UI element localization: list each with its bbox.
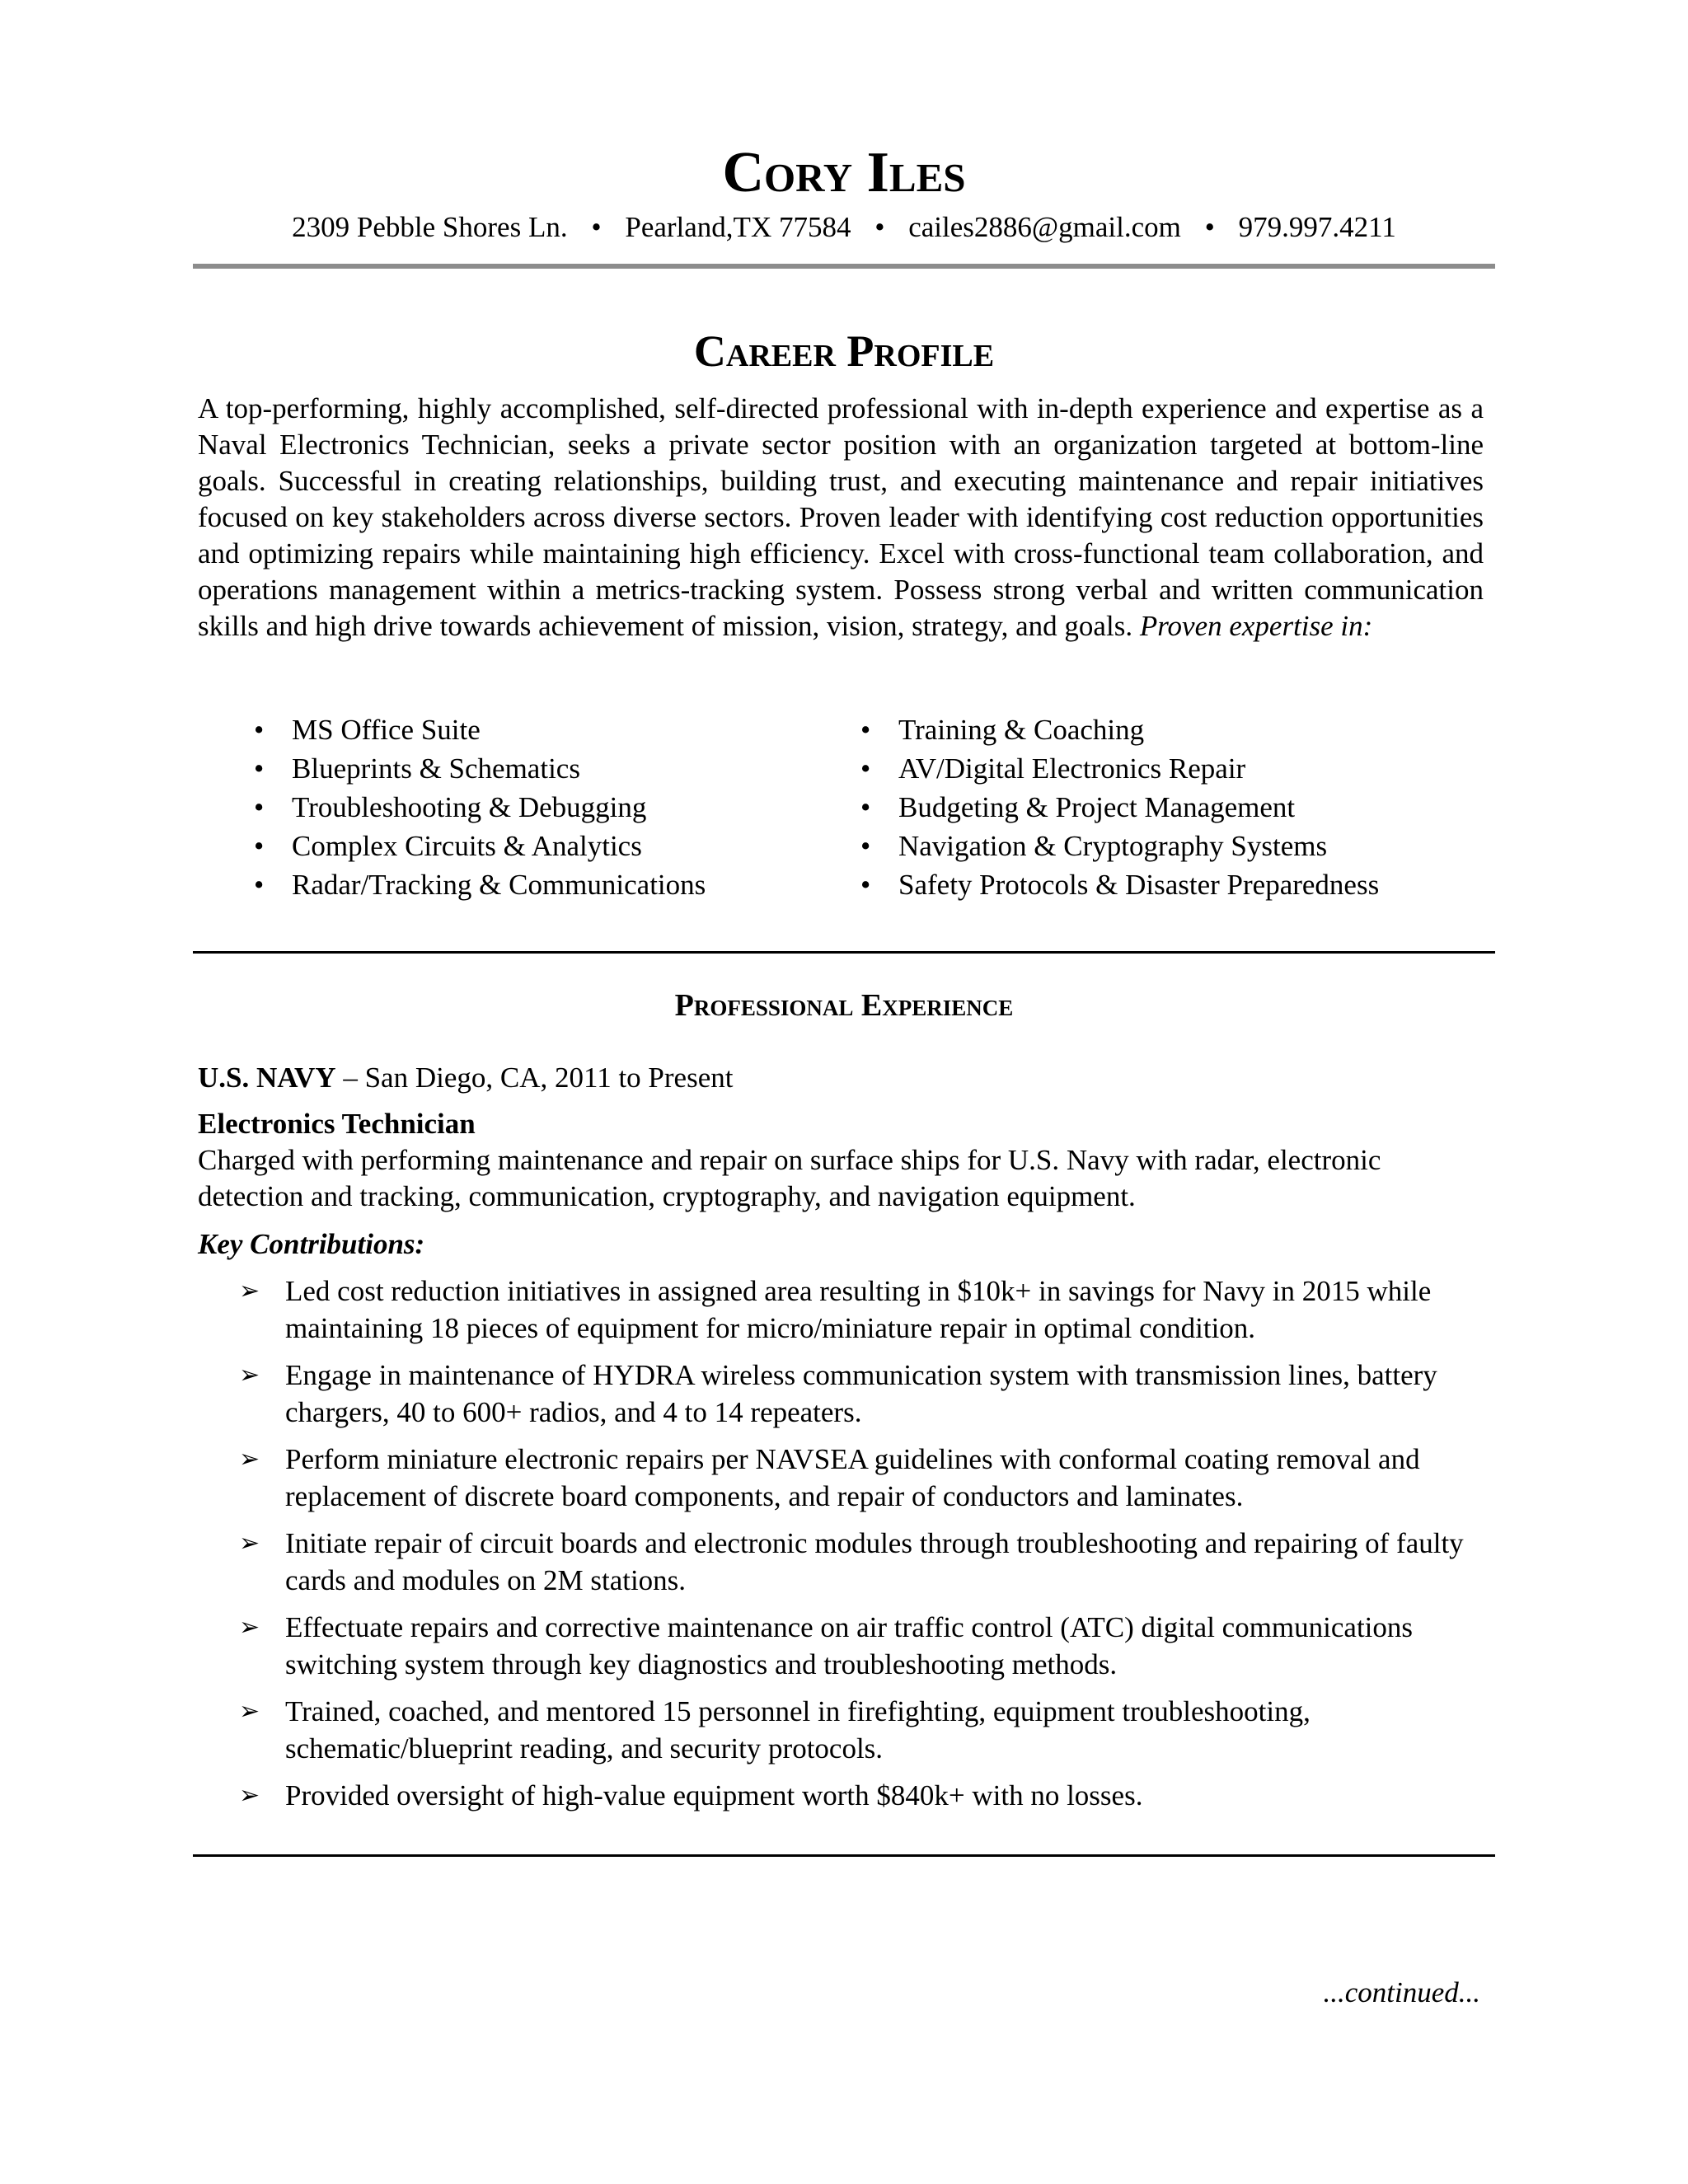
contribution-item — [239, 1693, 1492, 1767]
contact-email[interactable]: cailes2886@gmail.com — [908, 211, 1181, 243]
employer-name: U.S. NAVY — [198, 1062, 336, 1094]
contribution-item — [239, 1777, 1492, 1814]
section-divider — [193, 951, 1495, 954]
contributions-list — [239, 1272, 1492, 1824]
arrow-bullet-icon: ➢ — [239, 1529, 260, 1558]
skill-item: • Blueprints & Schematics — [247, 749, 808, 788]
career-profile-summary — [198, 391, 1484, 644]
skill-item: • Safety Protocols & Disaster Preparedness — [854, 865, 1480, 904]
contribution-text: Initiate repair of circuit boards and electronic modules through troubleshooting and repairing of faulty cards and modules on 2M stations. — [285, 1527, 1464, 1596]
contribution-item — [239, 1357, 1492, 1431]
arrow-bullet-icon: ➢ — [239, 1277, 260, 1305]
skills-list-left — [247, 710, 808, 904]
career-profile-heading: Career Profile — [693, 326, 995, 376]
contribution-text: Perform miniature electronic repairs per NAVSEA guidelines with conformal coating removal and replacement of discrete board components, and repair of conductors and laminates. — [285, 1443, 1420, 1512]
experience-heading: Professional Experience — [674, 988, 1014, 1023]
contact-phone: 979.997.4211 — [1238, 211, 1396, 243]
contact-address: 2309 Pebble Shores Ln. — [292, 211, 568, 243]
bullet-separator-icon: • — [591, 211, 602, 243]
section-divider — [193, 1854, 1495, 1857]
arrow-bullet-icon: ➢ — [239, 1361, 260, 1390]
arrow-bullet-icon: ➢ — [239, 1445, 260, 1474]
contribution-item — [239, 1525, 1492, 1599]
skill-item: • MS Office Suite — [247, 710, 808, 749]
skill-item: • AV/Digital Electronics Repair — [854, 749, 1480, 788]
skill-item: • Complex Circuits & Analytics — [247, 827, 808, 865]
skill-item: • Radar/Tracking & Communications — [247, 865, 808, 904]
bullet-separator-icon: • — [874, 211, 885, 243]
contribution-text: Engage in maintenance of HYDRA wireless communication system with transmission lines, battery chargers, 40 to 600+ radios, and 4 to 14 repeaters. — [285, 1359, 1437, 1428]
contributions-heading: Key Contributions: — [198, 1228, 425, 1260]
skills-list-right — [854, 710, 1480, 904]
contribution-text: Trained, coached, and mentored 15 personnel in firefighting, equipment troubleshooting, schematic/blueprint reading, and security protocols. — [285, 1695, 1311, 1765]
job-description: Charged with performing maintenance and repair on surface ships for U.S. Navy with radar, electronic detection and tracking, communication, cryptography, and navigation equipment. — [198, 1144, 1381, 1212]
employer-line — [198, 1060, 733, 1096]
arrow-bullet-icon: ➢ — [239, 1613, 260, 1642]
expertise-intro: Proven expertise in: — [1139, 610, 1373, 642]
continued-note: ...continued... — [1323, 1976, 1480, 2008]
skill-item: • Budgeting & Project Management — [854, 788, 1480, 827]
candidate-name: Cory Iles — [722, 141, 966, 204]
contribution-item — [239, 1609, 1492, 1683]
contribution-item — [239, 1272, 1492, 1347]
contribution-text: Provided oversight of high-value equipment worth $840k+ with no losses. — [285, 1779, 1143, 1811]
contribution-text: Led cost reduction initiatives in assigned area resulting in $10k+ in savings for Navy in 2015 while maintaining 18 pieces of equipment for micro/miniature repair in optimal condition. — [285, 1275, 1432, 1344]
bullet-separator-icon: • — [1204, 211, 1215, 243]
profile-summary-text: A top-performing, highly accomplished, self-directed professional with in-depth experience and expertise as a Naval Electronics Technician, seeks a private sector position with an organization targeted at bottom-line goals. Successful in creating relationships, building trust, and executing maintenance and repair initiatives focused on key stakeholders across diverse sectors. Proven leader with identifying cost reduction opportunities and optimizing repairs while maintaining high efficiency. Excel with cross-functional team collaboration, and operations management within a metrics-tracking system. Possess strong verbal and written communication skills and high drive towards achievement of mission, vision, strategy, and goals. — [198, 392, 1484, 642]
skill-item: • Troubleshooting & Debugging — [247, 788, 808, 827]
contact-city: Pearland,TX 77584 — [625, 211, 851, 243]
contribution-item — [239, 1441, 1492, 1515]
contact-line — [193, 209, 1495, 246]
skill-item: • Training & Coaching — [854, 710, 1480, 749]
job-title: Electronics Technician — [198, 1108, 476, 1140]
header-divider — [193, 264, 1495, 269]
arrow-bullet-icon: ➢ — [239, 1697, 260, 1726]
skill-item: • Navigation & Cryptography Systems — [854, 827, 1480, 865]
arrow-bullet-icon: ➢ — [239, 1781, 260, 1810]
contribution-text: Effectuate repairs and corrective maintenance on air traffic control (ATC) digital communications switching system through key diagnostics and troubleshooting methods. — [285, 1611, 1414, 1680]
employer-detail: – San Diego, CA, 2011 to Present — [335, 1062, 734, 1094]
